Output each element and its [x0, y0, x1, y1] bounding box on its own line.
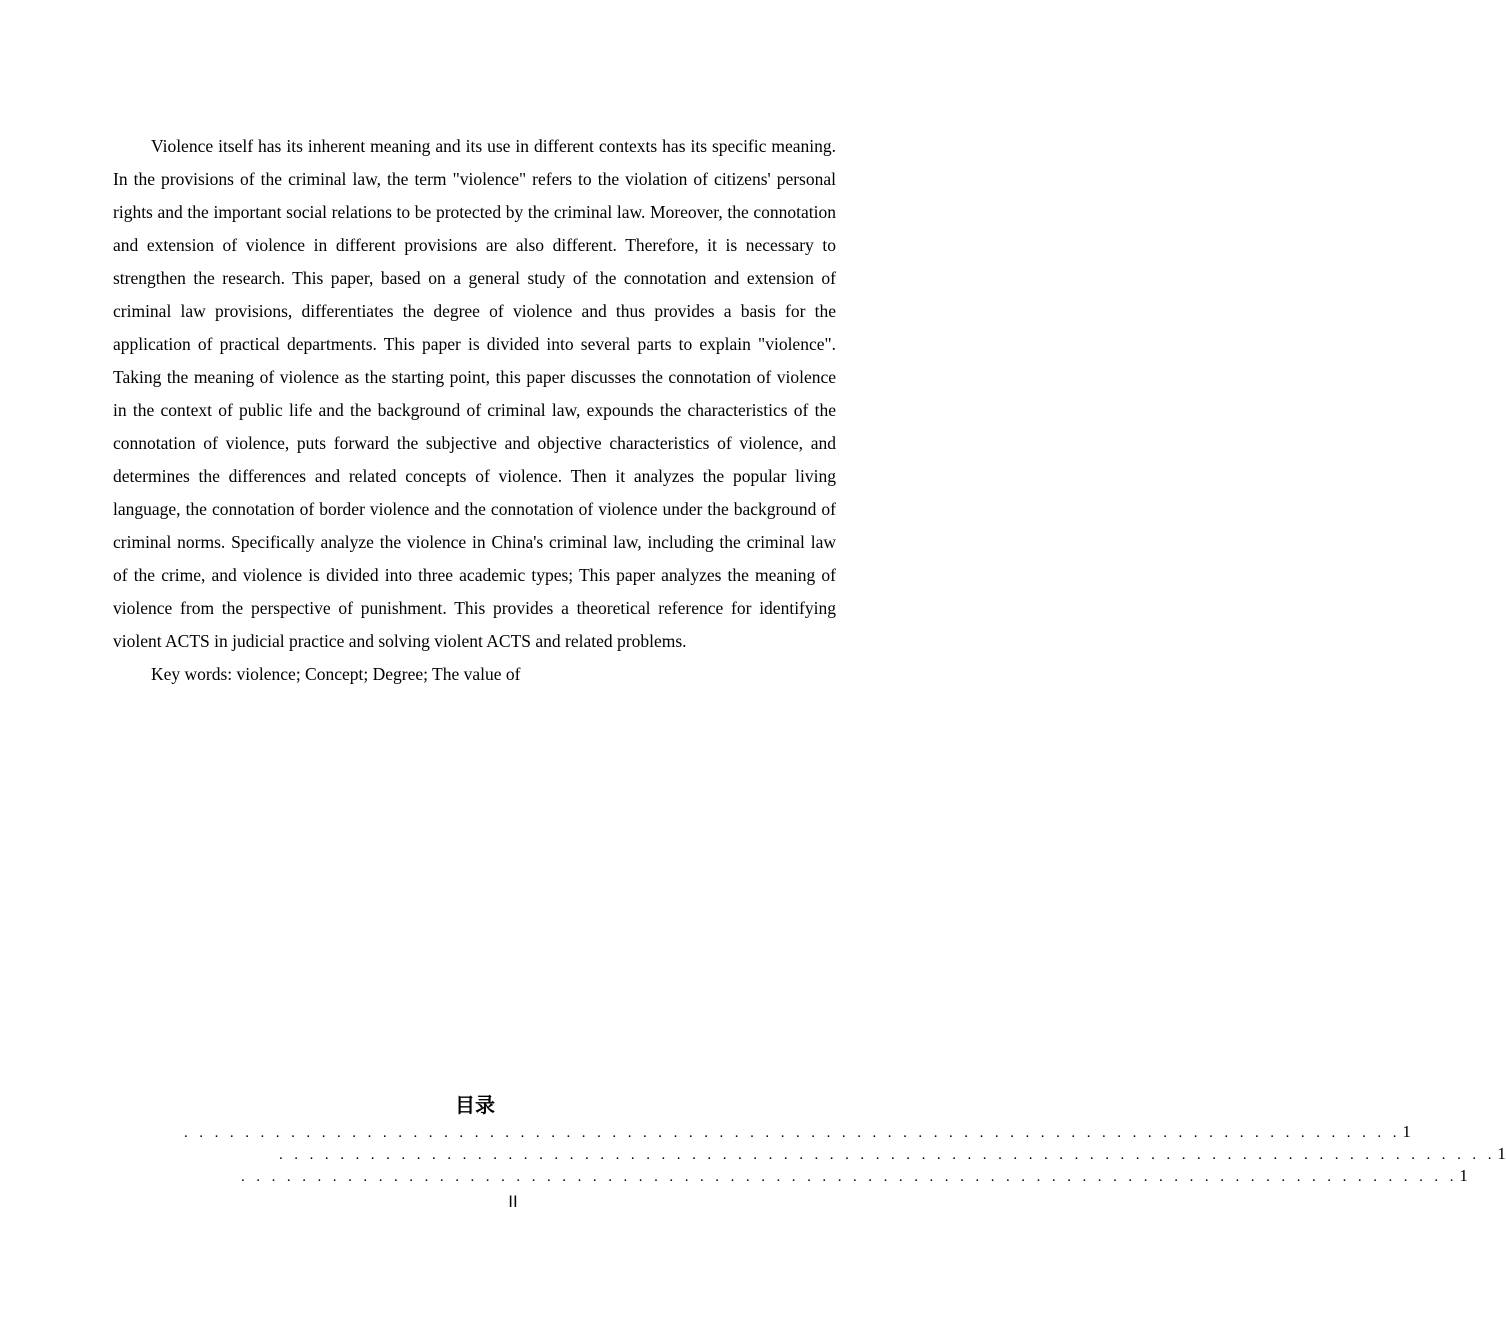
page-number: II	[508, 1192, 518, 1211]
toc-leader-dots: . . . . . . . . . . . . . . . . . . . . . . . . . . . . . . . . . . . . . . . . . . . . . . . . . . . . . . . . . . . . . . . . . . . . . . . . . . . . . . . .	[241, 1169, 1458, 1185]
toc-leader-dots: . . . . . . . . . . . . . . . . . . . . . . . . . . . . . . . . . . . . . . . . . . . . . . . . . . . . . . . . . . . . . . . . . . . . . . . . . . . . . . . .	[184, 1125, 1401, 1141]
toc-leader-dots: . . . . . . . . . . . . . . . . . . . . . . . . . . . . . . . . . . . . . . . . . . . . . . . . . . . . . . . . . . . . . . . . . . . . . . . . . . . . . . . .	[279, 1147, 1496, 1163]
keywords-line: Key words: violence; Concept; Degree; The value of	[151, 664, 521, 684]
toc-entry[interactable]	[184, 1121, 1411, 1143]
toc-page-number: 1	[1497, 1144, 1506, 1163]
toc-entry[interactable]	[279, 1143, 1506, 1165]
toc-title: 目录	[455, 1093, 495, 1117]
toc-page-number: 1	[1402, 1122, 1411, 1141]
toc-page-number: 1	[1459, 1166, 1468, 1185]
toc-entry[interactable]	[241, 1165, 1468, 1187]
abstract-section	[113, 130, 836, 691]
abstract-body: Violence itself has its inherent meaning and its use in different contexts has its specific meaning. In the provisions of the criminal law, the term "violence" refers to the violation of citizens' personal rights and the important social relations to be protected by the criminal law. Moreover, the connotation and extension of violence in different provisions are also different. Therefore, it is necessary to strengthen the research. This paper, based on a general study of the connotation and extension of criminal law provisions, differentiates the degree of violence and thus provides a basis for the application of practical departments. This paper is divided into several parts to explain "violence". Taking the meaning of violence as the starting point, this paper discusses the connotation of violence in the context of public life and the background of criminal law, expounds the characteristics of the connotation of violence, puts forward the subjective and objective characteristics of violence, and determines the differences and related concepts of violence. Then it analyzes the popular living language, the connotation of border violence and the connotation of violence under the background of criminal norms. Specifically analyze the violence in China's criminal law, including the criminal law of the crime, and violence is divided into three academic types; This paper analyzes the meaning of violence from the perspective of punishment. This provides a theoretical reference for identifying violent ACTS in judicial practice and solving violent ACTS and related problems.	[113, 136, 836, 651]
